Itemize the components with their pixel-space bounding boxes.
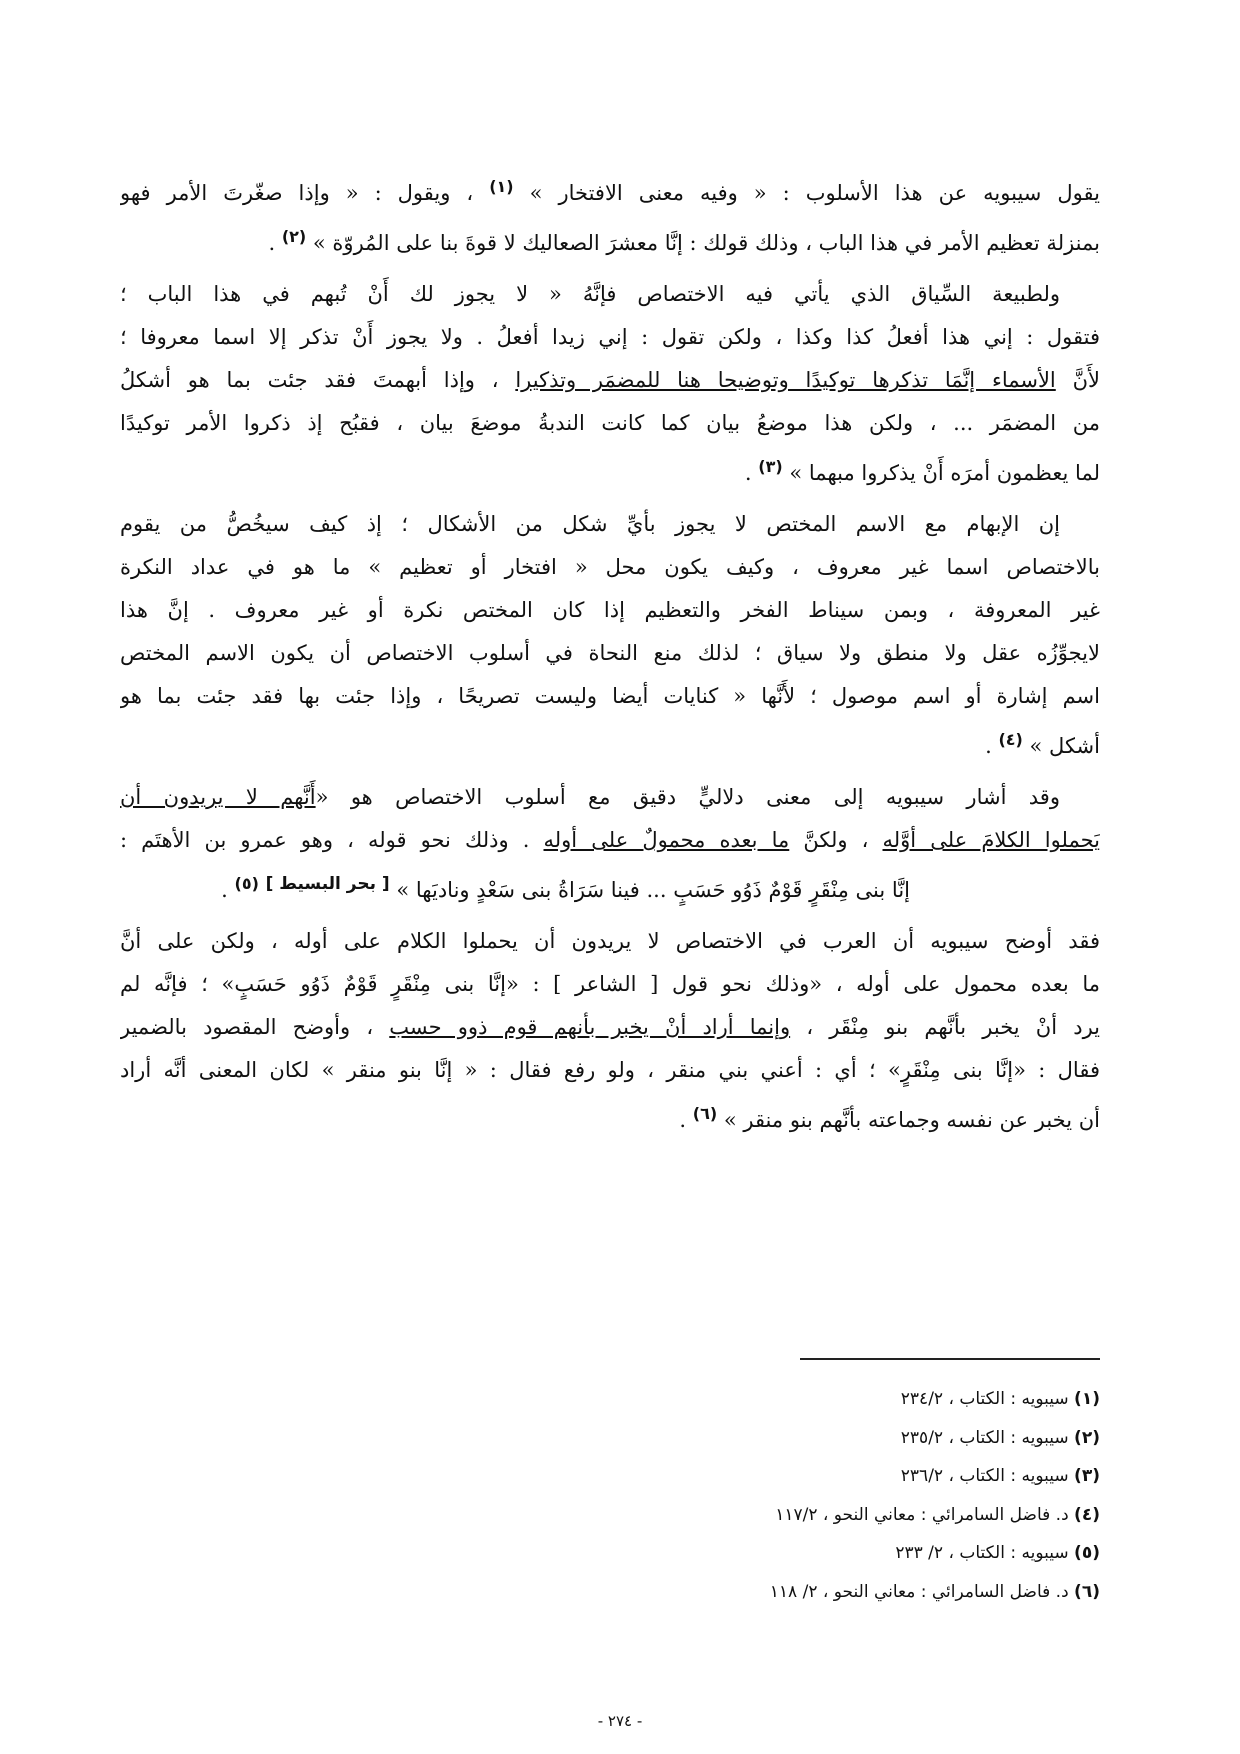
text-line xyxy=(120,776,1100,819)
footnote-text: سيبويه : الكتاب ، ٢/ ٢٣٣ xyxy=(895,1543,1069,1563)
footnote-ref-4[interactable]: (٤) xyxy=(998,730,1023,749)
text-line: اسم إشارة أو اسم موصول ؛ لأَنَّها « كنايات أيضا وليست تصريحًا ، وإذا جئت بها فقد جئت بما هو xyxy=(120,684,1100,708)
text-line: من المضمَر ... ، ولكن هذا موضعُ بيان كما كانت الندبةُ موضعَ بيان ، فقبُح إذ ذكروا الأمر توكيدًا xyxy=(120,411,1100,435)
footnote-ref-3[interactable]: (٣) xyxy=(758,457,783,476)
poetry-verse xyxy=(120,862,1100,912)
footnote-number: (١) xyxy=(1074,1389,1100,1409)
text-line: فتقول : إني هذا أفعلُ كذا وكذا ، ولكن تقول : إني زيدا أفعلُ . ولا يجوز أَنْ تذكر إلا اسما معروفا ؛ xyxy=(120,325,1100,349)
paragraph-1 xyxy=(120,165,1100,265)
footnote-number: (٥) xyxy=(1074,1543,1100,1563)
text-line xyxy=(120,359,1100,402)
text-segment: ، وأوضح المقصود بالضمير xyxy=(120,1015,374,1039)
text-segment: ، ولكنَّ xyxy=(803,828,869,852)
paragraph-5 xyxy=(120,920,1100,1142)
footnote-item xyxy=(400,1573,1100,1612)
text-line: بالاختصاص اسما غير معروف ، وكيف يكون محل « افتخار أو تعظيم » ما هو في عداد النكرة xyxy=(120,555,1100,579)
footnote-item xyxy=(400,1380,1100,1419)
text-segment: . وذلك نحو قوله ، وهو عمرو بن الأهتَم : xyxy=(120,828,530,852)
footnote-separator xyxy=(800,1358,1100,1360)
footnote-number: (٢) xyxy=(1074,1427,1100,1448)
footnote-ref-6[interactable]: (٦) xyxy=(692,1104,718,1123)
underlined-text: يَحملوا الكلامَ على أوَّله xyxy=(882,828,1100,852)
text-segment: وقد أشار سيبويه إلى معنى دلاليٍّ دقيق مع أسلوب الاختصاص هو « xyxy=(315,785,1060,809)
text-segment: أن يخبر عن نفسه وجماعته بأنَّهم بنو منقر » xyxy=(723,1108,1100,1132)
footnote-text: د. فاضل السامرائي : معاني النحو ، ٢/ ١١٨ xyxy=(769,1581,1069,1602)
text-line xyxy=(120,1006,1100,1049)
paragraph-2 xyxy=(120,273,1100,495)
paragraph-3 xyxy=(120,503,1100,768)
underlined-text: وإنما أراد أنْ يخبر بأنهم قوم ذوو حسب xyxy=(389,1015,791,1039)
text-segment: بمنزلة تعظيم الأمر في هذا الباب ، وذلك قولك : إنَّا معشرَ الصعاليك لا قوةَ بنا على المُروّة » xyxy=(312,231,1100,255)
text-line xyxy=(120,819,1100,862)
meter-label: [ بحر البسيط ] xyxy=(265,874,390,894)
text-segment: أشكل » xyxy=(1029,734,1100,758)
footnote-number: (٣) xyxy=(1074,1466,1100,1486)
footnote-ref-1[interactable]: (١) xyxy=(489,177,514,196)
page-number: - ٢٧٤ - xyxy=(597,1712,643,1730)
text-line: ولطبيعة السِّياق الذي يأتي فيه الاختصاص فإنَّهُ « لا يجوز لك أَنْ تُبهم في هذا الباب ؛ xyxy=(120,282,1060,306)
text-line: لايجوِّزُه عقل ولا منطق ولا سياق ؛ لذلك منع النحاة في أسلوب الاختصاص أن يكون الاسم المختص xyxy=(120,641,1100,665)
footnote-number: (٦) xyxy=(1074,1581,1100,1602)
text-line xyxy=(120,1092,1100,1142)
footnote-number: (٤) xyxy=(1074,1504,1100,1525)
footnote-text: د. فاضل السامرائي : معاني النحو ، ١١٧/٢ xyxy=(775,1504,1069,1525)
text-segment: يرد أنْ يخبر بأنَّهم بنو مِنْقَر ، xyxy=(806,1015,1100,1039)
text-segment: لأَنَّ xyxy=(1072,368,1100,392)
text-line: إن الإبهام مع الاسم المختص لا يجوز بأيِّ شكل من الأشكال ؛ إذ كيف سيخُصُّ من يقوم xyxy=(120,512,1060,536)
footnote-item xyxy=(400,1496,1100,1535)
text-segment: . xyxy=(221,878,228,902)
footnote-text: سيبويه : الكتاب ، ٢٣٥/٢ xyxy=(900,1427,1069,1448)
footnote-item xyxy=(400,1534,1100,1573)
footnote-item xyxy=(400,1457,1100,1496)
text-segment: ، ويقول : « وإذا صغّرتَ الأمر فهو xyxy=(120,181,474,205)
footnote-item xyxy=(400,1419,1100,1458)
text-segment: . xyxy=(268,231,276,255)
footnote-text: سيبويه : الكتاب ، ٢٣٦/٢ xyxy=(900,1466,1069,1486)
text-line: ما بعده محمول على أوله ، «وذلك نحو قول [ الشاعر ] : «إنَّا بنى مِنْقَرٍ قَوْمٌ ذَوُو حَسَبٍ» ؛ فإنَّه لم xyxy=(120,972,1100,996)
text-segment: ، وإذا أبهمتَ فقد جئت بما هو أشكلُ xyxy=(120,368,499,392)
footnote-ref-5[interactable]: (٥) xyxy=(234,874,259,893)
text-segment: . xyxy=(679,1108,687,1132)
text-line: فقال : «إنَّا بنى مِنْقَرٍ» ؛ أي : أعني بني منقر ، ولو رفع فقال : « إنَّا بنو منقر » لكان المعنى أنَّه أراد xyxy=(120,1058,1100,1082)
text-line: فقد أوضح سيبويه أن العرب في الاختصاص لا يريدون أن يحملوا الكلام على أوله ، ولكن على أنَّ xyxy=(120,929,1100,953)
footnote-text: سيبويه : الكتاب ، ٢٣٤/٢ xyxy=(900,1389,1069,1409)
text-line xyxy=(120,445,1100,495)
text-line xyxy=(120,165,1100,215)
underlined-text: ما بعده محمولٌ على أوله xyxy=(543,828,790,852)
text-segment: يقول سيبويه عن هذا الأسلوب : « وفيه معنى الافتخار » xyxy=(529,181,1100,205)
text-line xyxy=(120,718,1100,768)
text-segment: . xyxy=(985,734,992,758)
text-segment: لما يعظمون أمرَه أَنْ يذكروا مبهما » xyxy=(789,461,1100,485)
text-line xyxy=(120,215,1100,265)
text-line: غير المعروفة ، وبمن سيناط الفخر والتعظيم إذا كان المختص نكرة أو غير معروف . إنَّ هذا xyxy=(120,598,1100,622)
underlined-text: الأسماء إنَّمَا تذكرها توكيدًا وتوضيحا هنا للمضمَر وتذكيرا xyxy=(515,368,1056,392)
page-body xyxy=(120,165,1100,1150)
footnote-ref-2[interactable]: (٢) xyxy=(281,227,307,246)
verse-text: إنَّا بنى مِنْقَرٍ قَوْمٌ ذَوُو حَسَبٍ ... فينا سَرَاةُ بنى سَعْدٍ وناديَها » xyxy=(396,878,910,902)
underlined-text: أَنَّهم لا يريدون أن xyxy=(120,785,316,809)
paragraph-4 xyxy=(120,776,1100,912)
text-segment: . xyxy=(744,461,752,485)
footnotes xyxy=(400,1380,1100,1611)
